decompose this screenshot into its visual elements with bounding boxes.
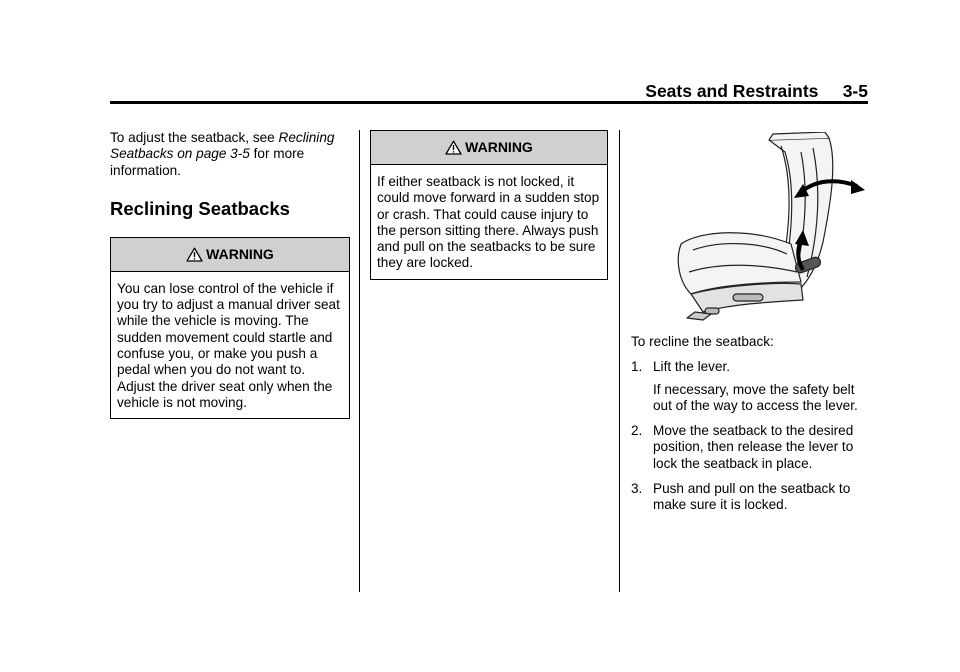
column-divider-2: [619, 130, 620, 592]
header-title: [645, 81, 868, 102]
step-text: Lift the lever.: [653, 359, 731, 375]
warning-label: WARNING: [465, 139, 533, 156]
intro-paragraph: [110, 130, 350, 179]
intro-suffix: for more information.: [110, 146, 305, 178]
column-3: [631, 130, 871, 523]
step-number: 2.: [631, 423, 643, 439]
warning-header: [371, 131, 607, 165]
step-note: If necessary, move the safety belt out of the way to access the lever.: [653, 381, 858, 413]
header-rule: [110, 101, 868, 104]
column-1: [110, 130, 350, 419]
step-text: Move the seatback to the desired position, then release the lever to lock the seatback in place.: [653, 423, 854, 471]
step-text: Push and pull on the seatback to make sure it is locked.: [653, 481, 851, 513]
seat-recline-illustration: [651, 132, 881, 322]
list-item: [631, 423, 871, 472]
warning-triangle-icon: [445, 140, 462, 155]
cross-reference-link[interactable]: Reclining Seatbacks on page 3-5: [110, 130, 335, 162]
warning-triangle-icon: [186, 247, 203, 262]
list-item: [631, 481, 871, 514]
header-section: Seats and Restraints: [645, 81, 819, 101]
step-number: 3.: [631, 481, 643, 497]
seat-recline-icon: [651, 132, 881, 322]
lead-text: To recline the seatback:: [631, 334, 774, 349]
warning-label: WARNING: [206, 246, 274, 263]
warning-box-2: [370, 130, 608, 280]
warning-box-1: [110, 237, 350, 419]
warning-header: [111, 238, 349, 272]
step-number: 1.: [631, 359, 643, 375]
warning-text: If either seatback is not locked, it could move forward in a sudden stop or crash. That could cause injury to the person sitting there. Always push and pull on the seatbacks to be sure they are locked.: [377, 174, 600, 271]
header-page-number: 3-5: [842, 81, 868, 101]
column-2: [370, 130, 608, 280]
warning-text: You can lose control of the vehicle if you try to adjust a manual driver seat while the vehicle is moving. The sudden movement could startle and confuse you, or make you push a pedal when you do not want to. Adjust the driver seat only when the vehicle is not moving.: [117, 280, 340, 410]
steps-list: [631, 359, 871, 513]
page-header: [110, 80, 868, 100]
list-item: [631, 359, 871, 375]
column-divider-1: [359, 130, 360, 592]
intro-prefix: To adjust the seatback, see: [110, 130, 275, 145]
section-heading: Reclining Seatbacks: [110, 197, 290, 219]
